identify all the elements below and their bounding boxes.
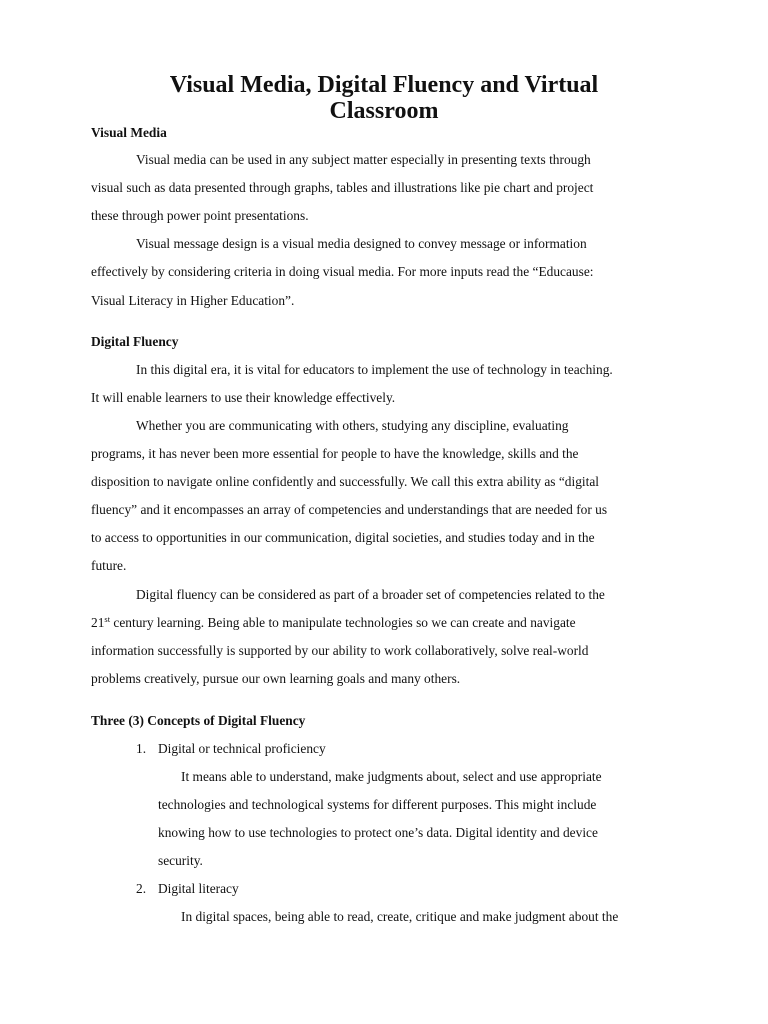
list-item-line: knowing how to use technologies to protect one’s data. Digital identity and device xyxy=(158,825,598,840)
paragraph-line: Visual Literacy in Higher Education”. xyxy=(91,293,295,308)
document-title xyxy=(60,72,708,124)
paragraph-line: effectively by considering criteria in doing visual media. For more inputs read the “Educause: xyxy=(91,264,594,279)
paragraph-line-rest: century learning. Being able to manipulate technologies so we can create and navigate xyxy=(110,615,576,630)
list-item-line: technologies and technological systems for different purposes. This might include xyxy=(158,797,597,812)
paragraph-line: to access to opportunities in our communication, digital societies, and studies today and in the xyxy=(91,530,595,545)
paragraph-line: fluency” and it encompasses an array of competencies and understandings that are needed for us xyxy=(91,502,608,517)
paragraph-line: Visual media can be used in any subject matter especially in presenting texts through xyxy=(136,152,591,167)
paragraph-line: programs, it has never been more essential for people to have the knowledge, skills and the xyxy=(91,446,579,461)
section-heading-visual-media: Visual Media xyxy=(91,125,167,140)
ordinal-number: 21 xyxy=(91,615,105,630)
paragraph-line: information successfully is supported by our ability to work collaboratively, solve real-world xyxy=(91,643,589,658)
paragraph-line: problems creatively, pursue our own learning goals and many others. xyxy=(91,671,461,686)
section-heading-digital-fluency: Digital Fluency xyxy=(91,334,179,349)
section-heading-concepts: Three (3) Concepts of Digital Fluency xyxy=(91,713,306,728)
paragraph-line: Whether you are communicating with others, studying any discipline, evaluating xyxy=(136,418,569,433)
list-item-number: 1. xyxy=(136,741,147,756)
list-item-title: Digital literacy xyxy=(158,881,239,896)
paragraph-line: visual such as data presented through graphs, tables and illustrations like pie chart and project xyxy=(91,180,594,195)
title-line: Classroom xyxy=(329,98,439,124)
paragraph-line xyxy=(91,615,576,631)
paragraph-line: It will enable learners to use their knowledge effectively. xyxy=(91,390,396,405)
paragraph-line: In this digital era, it is vital for educators to implement the use of technology in teaching. xyxy=(136,362,613,377)
list-item-title: Digital or technical proficiency xyxy=(158,741,326,756)
list-item-number: 2. xyxy=(136,881,147,896)
list-item-line: In digital spaces, being able to read, create, critique and make judgment about the xyxy=(181,909,619,924)
paragraph-line: disposition to navigate online confidently and successfully. We call this extra ability as “digital xyxy=(91,474,600,489)
list-item-line: security. xyxy=(158,853,203,868)
paragraph-line: Digital fluency can be considered as part of a broader set of competencies related to the xyxy=(136,587,605,602)
paragraph-line: these through power point presentations. xyxy=(91,208,309,223)
paragraph-line: future. xyxy=(91,558,127,573)
ordinal-suffix: st xyxy=(104,614,111,624)
paragraph-line: Visual message design is a visual media designed to convey message or information xyxy=(136,236,587,251)
title-line: Visual Media, Digital Fluency and Virtual xyxy=(169,72,599,98)
list-item-line: It means able to understand, make judgments about, select and use appropriate xyxy=(181,769,602,784)
